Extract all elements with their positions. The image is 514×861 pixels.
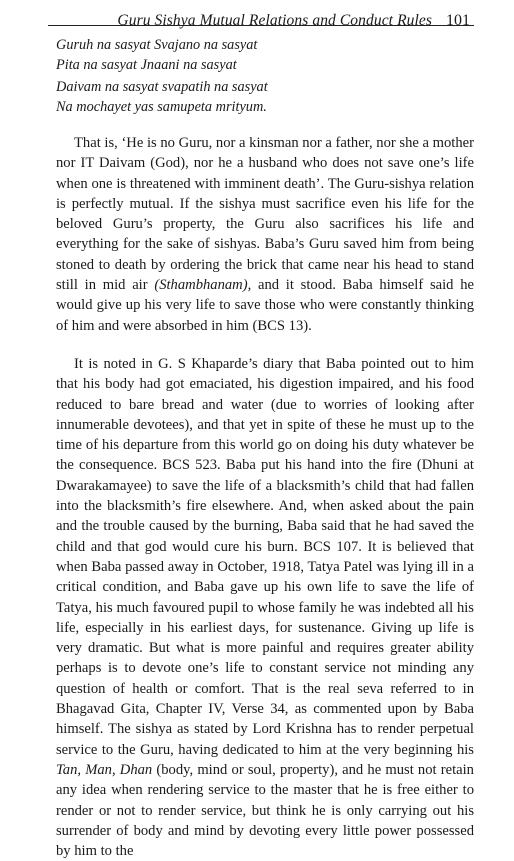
verse-stanza — [56, 36, 474, 75]
verse-line: Guruh na sasyat Svajano na sasyat — [56, 37, 258, 53]
page-number: 101 — [446, 12, 470, 29]
paragraph-text: (body, mind or soul, property), and he must not retain any idea when rendering service to the master that he is free either to render or not to render service, but think he is only carrying out his surrender of body and mind by devoting every little power possessed by him to the — [56, 761, 474, 860]
verse-line: Daivam na sasyat svapatih na sasyat — [56, 79, 268, 95]
page-header — [48, 0, 474, 29]
verse-line: Pita na sasyat Jnaani na sasyat — [56, 56, 237, 73]
paragraph-text: That is, ‘He is no Guru, nor a kinsman nor a father, nor she a mother nor IT Daivam (God), nor he a husband who does not save one’s life when one is threatened with imminent death’. The Guru-sishya relation is perfectly mutual. If the sishya must sacrifice even his life for the beloved Guru’s property, the Guru also sacrifices his life and everything for the sake of sishyas. Baba’s Guru saved him from being stoned to death by ordering the brick that came near his head to stand still in mid air — [56, 135, 474, 294]
sanskrit-verse — [56, 36, 474, 117]
body-paragraph-2 — [56, 354, 474, 861]
paragraph-text: It is noted in G. S Khaparde’s diary that Baba pointed out to him that his body had got emaciated, his digestion impaired, and his food reduced to bare bread and water (due to worries of looking after innumerable devotees), and that yet in spite of these he must up to the time of his departure from this world go on doing his duty whatever be the consequence. BCS 523. Baba put his hand into the fire (Dhuni at Dwarakamayee) to save the life of a blacksmith’s child that had fallen into the blacksmith’s fire elsewhere. And, when asked about the pain and the trouble caused by the burning, Baba said that he had saved the child and that god would cure his burn. BCS 107. It is believed that when Baba passed away in October, 1918, Tatya Patel was lying ill in a critical condition, and Baba gave up his own life to save the life of Tatya, his much favoured pupil to whose family he was indebted all his life, especially in his earliest days, for sustenance. Giving up life is very dramatic. But what is more painful and requires greater ability perhaps is to devote one’s life to constant service not minding any question of health or comfort. That is the real seva referred to in Bhagavad Gita, Chapter IV, Verse 34, as commented upon by Baba himself. The sishya as stated by Lord Krishna has to render perpetual service to the Guru, having dedicated to him at the very beginning his — [56, 355, 474, 758]
italic-term: (Sthambhanam), — [154, 277, 252, 294]
verse-line: Na mochayet yas samupeta mrityum. — [56, 98, 267, 115]
running-title: Guru Sishya Mutual Relations and Conduct Rules — [117, 12, 432, 29]
paragraph-text: and it stood. Baba himself said he would give up his very life to save those who were constantly thinking of him and were absorbed in him (BCS 13). — [56, 277, 474, 334]
italic-term: Tan, Man, Dhan — [56, 761, 153, 778]
verse-stanza — [56, 78, 474, 117]
body-paragraph-1 — [56, 133, 474, 336]
